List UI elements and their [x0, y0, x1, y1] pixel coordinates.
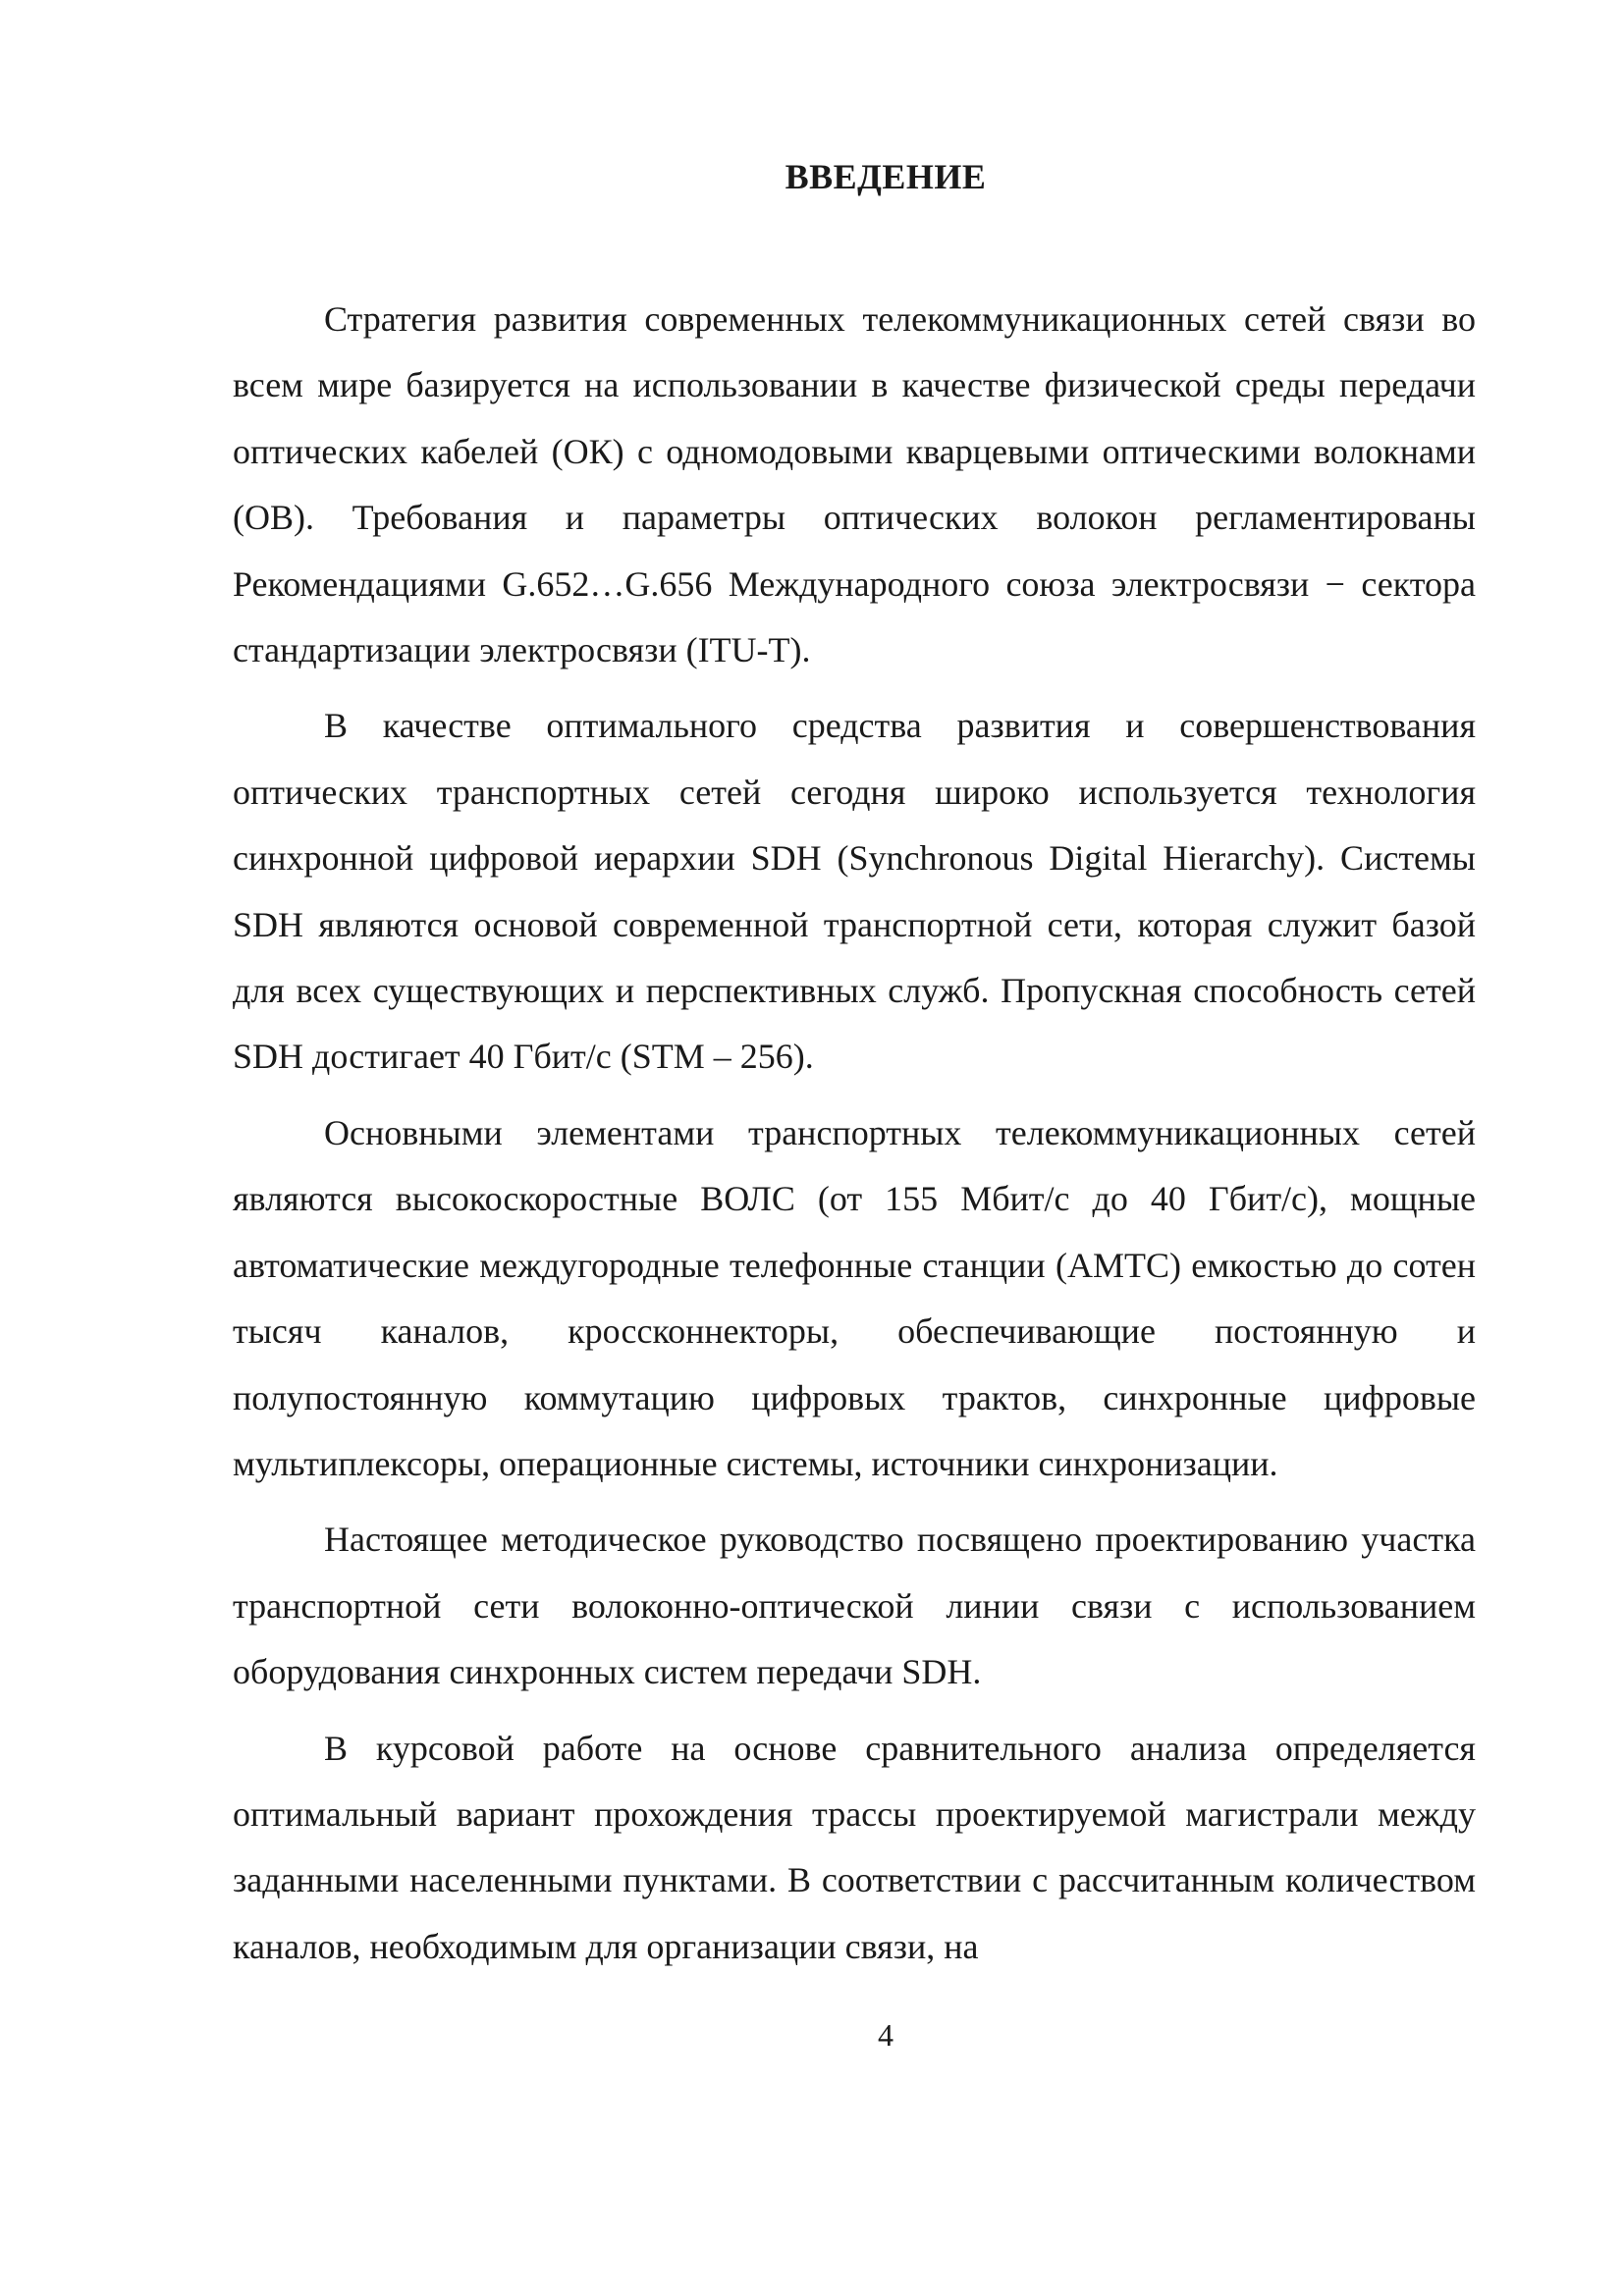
page-number: 4	[878, 2017, 893, 2053]
paragraph-sdh-technology: В качестве оптимального средства развития и совершенствования оптических транспортных сетей сегодня широко используется технология синхронной цифровой иерархии SDH (Synchronous Digital Hierarchy). Системы SDH являются основой современной транспортной сети, которая служит базой для всех существующих и перспективных служб. Пропускная способность сетей SDH достигает 40 Гбит/с (STM – 256).	[233, 706, 1476, 1077]
page-title: ВВЕДЕНИЕ	[785, 157, 987, 196]
document-body	[233, 287, 1476, 1990]
paragraph-strategy: Стратегия развития современных телекоммуникационных сетей связи во всем мире базируется на использовании в качестве физической среды передачи оптических кабелей (ОК) с одномодовыми кварцевыми оптическими волокнами (ОВ). Требования и параметры оптических волокон регламентированы Рекомендациями G.652…G.656 Международного союза электросвязи − сектора стандартизации электросвязи (ITU-T).	[233, 299, 1476, 670]
paragraph-guide-purpose: Настоящее методическое руководство посвящено проектированию участка транспортной сети волоконно-оптической линии связи с использованием оборудования синхронных систем передачи SDH.	[233, 1520, 1476, 1692]
paragraph-network-elements: Основными элементами транспортных телекоммуникационных сетей являются высокоскоростные ВОЛС (от 155 Мбит/с до 40 Гбит/с), мощные автоматические междугородные телефонные станции (АМТС) емкостью до сотен тысяч каналов, кроссконнекторы, обеспечивающие постоянную и полупостоянную коммутацию цифровых трактов, синхронные цифровые мультиплексоры, операционные системы, источники синхронизации.	[233, 1112, 1476, 1483]
paragraph-coursework: В курсовой работе на основе сравнительного анализа определяется оптимальный вариант прохождения трассы проектируемой магистрали между заданными населенными пунктами. В соответствии с рассчитанным количеством каналов, необходимым для организации связи, на	[233, 1728, 1476, 1966]
